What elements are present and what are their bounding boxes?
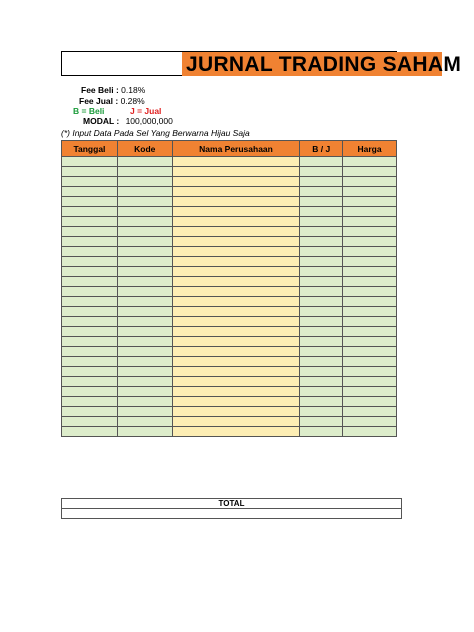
cell-harga[interactable] — [343, 327, 397, 337]
cell-bj[interactable] — [300, 417, 343, 427]
cell-tanggal[interactable] — [62, 187, 118, 197]
cell-harga[interactable] — [343, 167, 397, 177]
cell-tanggal[interactable] — [62, 317, 118, 327]
cell-tanggal[interactable] — [62, 347, 118, 357]
cell-tanggal[interactable] — [62, 297, 118, 307]
cell-tanggal[interactable] — [62, 277, 118, 287]
cell-kode[interactable] — [117, 177, 172, 187]
cell-harga[interactable] — [343, 307, 397, 317]
cell-nama[interactable] — [172, 217, 300, 227]
cell-nama[interactable] — [172, 237, 300, 247]
table-row — [62, 207, 397, 217]
table-row — [62, 367, 397, 377]
cell-harga[interactable] — [343, 197, 397, 207]
table-header-row — [62, 141, 397, 157]
cell-tanggal[interactable] — [62, 257, 118, 267]
cell-nama[interactable] — [172, 307, 300, 317]
cell-tanggal[interactable] — [62, 247, 118, 257]
cell-bj[interactable] — [300, 167, 343, 177]
table-row — [62, 307, 397, 317]
cell-kode[interactable] — [117, 267, 172, 277]
cell-kode[interactable] — [117, 237, 172, 247]
cell-kode[interactable] — [117, 277, 172, 287]
cell-nama[interactable] — [172, 247, 300, 257]
cell-harga[interactable] — [343, 367, 397, 377]
cell-harga[interactable] — [343, 297, 397, 307]
fee-jual — [79, 96, 145, 106]
cell-tanggal[interactable] — [62, 397, 118, 407]
cell-bj[interactable] — [300, 217, 343, 227]
cell-tanggal[interactable] — [62, 227, 118, 237]
cell-tanggal[interactable] — [62, 327, 118, 337]
cell-kode[interactable] — [117, 157, 172, 167]
cell-nama[interactable] — [172, 317, 300, 327]
table-row — [62, 217, 397, 227]
legend-jual: J = Jual — [130, 106, 162, 116]
cell-nama[interactable] — [172, 157, 300, 167]
cell-bj[interactable] — [300, 357, 343, 367]
cell-tanggal[interactable] — [62, 217, 118, 227]
cell-harga[interactable] — [343, 317, 397, 327]
total-row — [62, 499, 402, 509]
table-row — [62, 237, 397, 247]
cell-kode[interactable] — [117, 287, 172, 297]
cell-bj[interactable] — [300, 327, 343, 337]
cell-bj[interactable] — [300, 277, 343, 287]
cell-nama[interactable] — [172, 327, 300, 337]
cell-nama[interactable] — [172, 407, 300, 417]
fee-jual-label: Fee Jual : — [79, 96, 119, 106]
cell-kode[interactable] — [117, 387, 172, 397]
cell-kode[interactable] — [117, 207, 172, 217]
cell-nama[interactable] — [172, 167, 300, 177]
cell-bj[interactable] — [300, 347, 343, 357]
table-row — [62, 257, 397, 267]
cell-harga[interactable] — [343, 427, 397, 437]
cell-harga[interactable] — [343, 267, 397, 277]
cell-bj[interactable] — [300, 267, 343, 277]
cell-kode[interactable] — [117, 397, 172, 407]
cell-bj[interactable] — [300, 157, 343, 167]
cell-harga[interactable] — [343, 277, 397, 287]
cell-kode[interactable] — [117, 167, 172, 177]
cell-nama[interactable] — [172, 417, 300, 427]
cell-bj[interactable] — [300, 387, 343, 397]
cell-tanggal[interactable] — [62, 267, 118, 277]
table-row — [62, 357, 397, 367]
table-row — [62, 337, 397, 347]
cell-kode[interactable] — [117, 297, 172, 307]
cell-bj[interactable] — [300, 247, 343, 257]
col-header-tanggal: Tanggal — [62, 141, 118, 157]
cell-kode[interactable] — [117, 357, 172, 367]
cell-harga[interactable] — [343, 227, 397, 237]
cell-bj[interactable] — [300, 207, 343, 217]
cell-tanggal[interactable] — [62, 157, 118, 167]
table-row — [62, 287, 397, 297]
cell-tanggal[interactable] — [62, 427, 118, 437]
cell-harga[interactable] — [343, 407, 397, 417]
total-label: TOTAL — [62, 499, 402, 509]
cell-kode[interactable] — [117, 187, 172, 197]
cell-nama[interactable] — [172, 397, 300, 407]
cell-kode[interactable] — [117, 227, 172, 237]
cell-bj[interactable] — [300, 367, 343, 377]
cell-tanggal[interactable] — [62, 167, 118, 177]
modal-value: 100,000,000 — [125, 116, 173, 126]
col-header-harga: Harga — [343, 141, 397, 157]
cell-bj[interactable] — [300, 337, 343, 347]
cell-kode[interactable] — [117, 367, 172, 377]
cell-kode[interactable] — [117, 427, 172, 437]
cell-nama[interactable] — [172, 187, 300, 197]
fee-beli-label: Fee Beli : — [81, 85, 119, 95]
cell-kode[interactable] — [117, 417, 172, 427]
table-row — [62, 187, 397, 197]
cell-tanggal[interactable] — [62, 357, 118, 367]
cell-harga[interactable] — [343, 157, 397, 167]
table-row — [62, 407, 397, 417]
cell-bj[interactable] — [300, 227, 343, 237]
cell-tanggal[interactable] — [62, 367, 118, 377]
cell-nama[interactable] — [172, 277, 300, 287]
cell-kode[interactable] — [117, 217, 172, 227]
cell-kode[interactable] — [117, 247, 172, 257]
cell-kode[interactable] — [117, 327, 172, 337]
cell-bj[interactable] — [300, 317, 343, 327]
table-row — [62, 227, 397, 237]
cell-nama[interactable] — [172, 427, 300, 437]
fee-beli — [81, 85, 145, 95]
table-row — [62, 177, 397, 187]
cell-nama[interactable] — [172, 177, 300, 187]
table-row — [62, 277, 397, 287]
title-bar — [61, 51, 462, 76]
table-body — [62, 157, 397, 437]
cell-kode[interactable] — [117, 317, 172, 327]
cell-tanggal[interactable] — [62, 287, 118, 297]
cell-nama[interactable] — [172, 297, 300, 307]
cell-tanggal[interactable] — [62, 417, 118, 427]
cell-harga[interactable] — [343, 237, 397, 247]
cell-bj[interactable] — [300, 377, 343, 387]
legend-beli: B = Beli — [73, 106, 105, 116]
cell-nama[interactable] — [172, 287, 300, 297]
cell-nama[interactable] — [172, 347, 300, 357]
cell-harga[interactable] — [343, 177, 397, 187]
cell-nama[interactable] — [172, 337, 300, 347]
cell-nama[interactable] — [172, 367, 300, 377]
cell-bj[interactable] — [300, 297, 343, 307]
cell-bj[interactable] — [300, 197, 343, 207]
cell-harga[interactable] — [343, 187, 397, 197]
col-header-kode: Kode — [117, 141, 172, 157]
cell-kode[interactable] — [117, 377, 172, 387]
cell-harga[interactable] — [343, 357, 397, 367]
cell-kode[interactable] — [117, 257, 172, 267]
cell-nama[interactable] — [172, 267, 300, 277]
cell-tanggal[interactable] — [62, 377, 118, 387]
cell-harga[interactable] — [343, 337, 397, 347]
cell-tanggal[interactable] — [62, 237, 118, 247]
cell-harga[interactable] — [343, 207, 397, 217]
table-row — [62, 297, 397, 307]
cell-nama[interactable] — [172, 207, 300, 217]
cell-kode[interactable] — [117, 407, 172, 417]
cell-harga[interactable] — [343, 387, 397, 397]
cell-nama[interactable] — [172, 257, 300, 267]
journal-sheet — [61, 51, 462, 508]
table-row — [62, 377, 397, 387]
table-row — [62, 327, 397, 337]
table-row — [62, 167, 397, 177]
cell-bj[interactable] — [300, 187, 343, 197]
col-header-bj: B / J — [300, 141, 343, 157]
modal — [83, 116, 173, 126]
table-row — [62, 347, 397, 357]
cell-harga[interactable] — [343, 257, 397, 267]
cell-nama[interactable] — [172, 357, 300, 367]
table-row — [62, 417, 397, 427]
cell-tanggal[interactable] — [62, 177, 118, 187]
cell-kode[interactable] — [117, 337, 172, 347]
cell-harga[interactable] — [343, 417, 397, 427]
cell-bj[interactable] — [300, 307, 343, 317]
cell-tanggal[interactable] — [62, 197, 118, 207]
cell-tanggal[interactable] — [62, 387, 118, 397]
cell-bj[interactable] — [300, 427, 343, 437]
table-row — [62, 317, 397, 327]
cell-tanggal[interactable] — [62, 407, 118, 417]
table-row — [62, 397, 397, 407]
cell-bj[interactable] — [300, 397, 343, 407]
total-value-row — [62, 509, 402, 519]
cell-bj[interactable] — [300, 287, 343, 297]
cell-harga[interactable] — [343, 347, 397, 357]
page-title: JURNAL TRADING SAHAM — [186, 53, 462, 76]
cell-nama[interactable] — [172, 197, 300, 207]
table-row — [62, 267, 397, 277]
cell-harga[interactable] — [343, 247, 397, 257]
cell-bj[interactable] — [300, 177, 343, 187]
cell-nama[interactable] — [172, 387, 300, 397]
cell-kode[interactable] — [117, 307, 172, 317]
cell-harga[interactable] — [343, 377, 397, 387]
cell-nama[interactable] — [172, 377, 300, 387]
cell-harga[interactable] — [343, 217, 397, 227]
cell-tanggal[interactable] — [62, 207, 118, 217]
table-row — [62, 157, 397, 167]
cell-nama[interactable] — [172, 227, 300, 237]
cell-harga[interactable] — [343, 287, 397, 297]
table-row — [62, 427, 397, 437]
table-row — [62, 197, 397, 207]
cell-tanggal[interactable] — [62, 337, 118, 347]
fee-jual-value: 0.28% — [120, 96, 145, 106]
modal-label: MODAL : — [83, 116, 120, 126]
cell-bj[interactable] — [300, 257, 343, 267]
fee-beli-value: 0.18% — [121, 85, 146, 95]
journal-table — [61, 140, 397, 437]
total-table — [61, 498, 402, 519]
table-row — [62, 247, 397, 257]
cell-bj[interactable] — [300, 407, 343, 417]
total-value-cell[interactable] — [62, 509, 402, 519]
cell-kode[interactable] — [117, 197, 172, 207]
cell-kode[interactable] — [117, 347, 172, 357]
col-header-nama: Nama Perusahaan — [172, 141, 300, 157]
cell-tanggal[interactable] — [62, 307, 118, 317]
cell-bj[interactable] — [300, 237, 343, 247]
table-row — [62, 387, 397, 397]
cell-harga[interactable] — [343, 397, 397, 407]
input-note: (*) Input Data Pada Sel Yang Berwarna Hijau Saja — [61, 128, 250, 138]
